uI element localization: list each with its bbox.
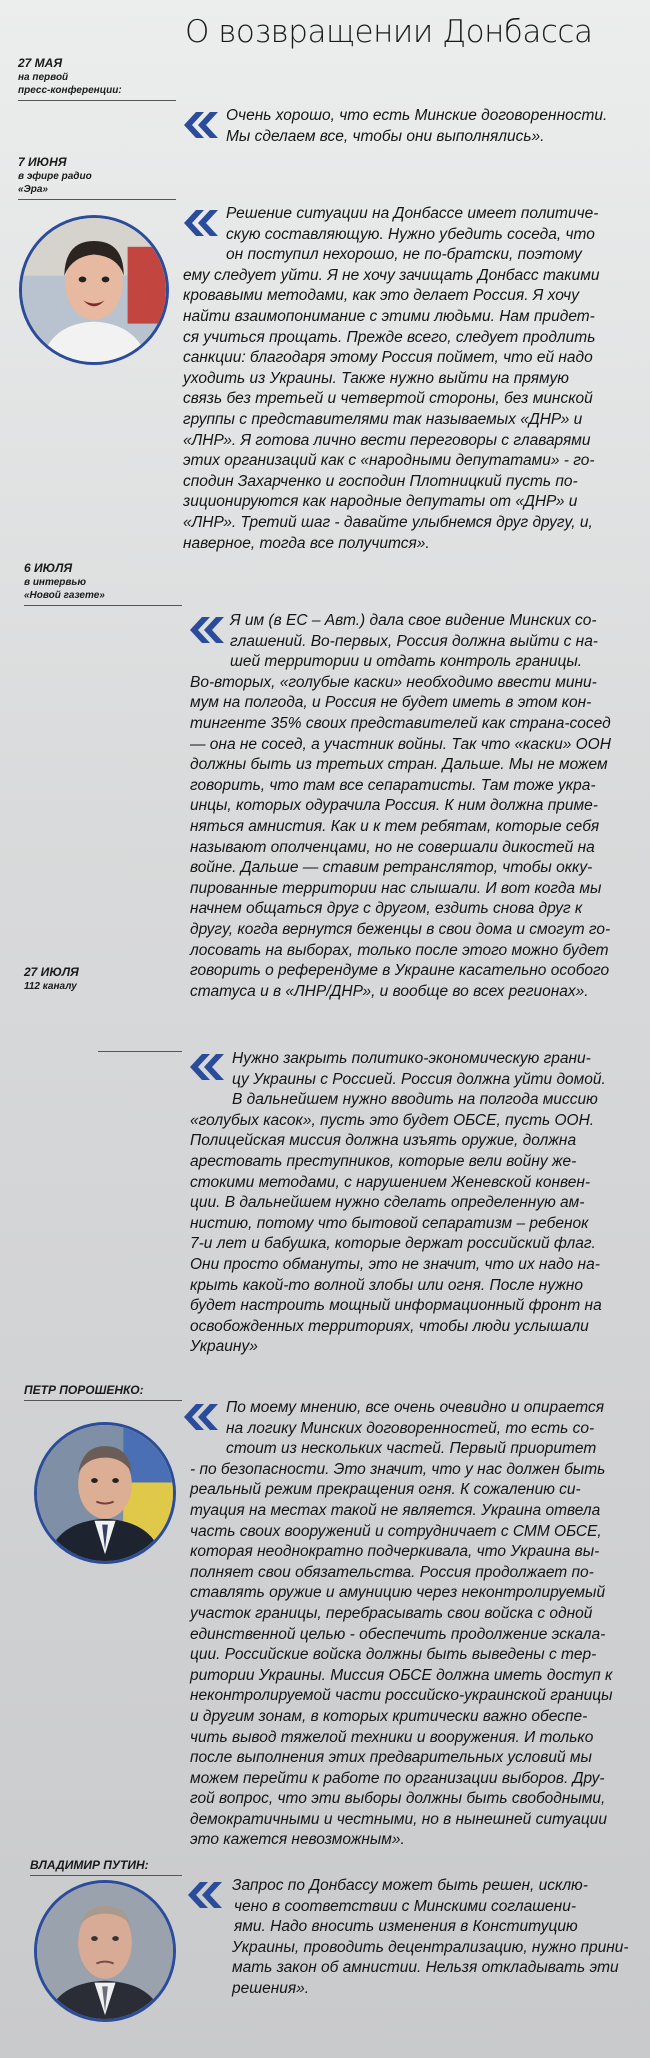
quote-line: санкции: благодаря этому Россия поймет, что ей надо <box>183 349 593 367</box>
entry-meta <box>18 155 176 200</box>
entry-date: 6 ИЮЛЯ <box>24 561 73 575</box>
quote-line: ему следует уйти. Я не хочу зачищать Донбасс такими <box>183 266 600 284</box>
quote-line: Полицейская миссия должна изъять оружие, должна <box>190 1132 577 1150</box>
quote-line: «голубых касок», пусть это будет ОБСЕ, пусть ООН. <box>190 1111 595 1129</box>
quote-text <box>226 106 607 147</box>
entry-meta <box>18 56 176 101</box>
quote-line: будет настроить мощный информационный фронт на <box>190 1297 602 1315</box>
quote-line: которая неоднократно подчеркивала, что Украина вы- <box>190 1543 600 1561</box>
quote-line: гой вопрос, что эти выборы должны быть свободными, <box>190 1790 606 1808</box>
quote-line: цу Украины с Россией. Россия должна уйти домой. <box>232 1070 606 1088</box>
quote-line: крыть какой-то волной злобы или огня. После нужно <box>190 1276 584 1294</box>
entry-source-line: 112 каналу <box>24 981 77 992</box>
quote-line: это кажется невозможным». <box>190 1831 405 1849</box>
quote-line: По моему мнению, все очень очевидно и опирается <box>226 1399 604 1416</box>
quote-line: — она не сосед, а участник войны. Так что «каски» ООН <box>190 735 611 753</box>
quote-line: на логику Минских договоренностей, то есть со- <box>226 1419 595 1437</box>
quote-line: Во-вторых, «голубые каски» необходимо ввести мини- <box>190 673 597 691</box>
quote-line: лосовать на выборах, только после этого можно будет <box>190 941 609 959</box>
quote-line: этих организаций как с «народными депутатами» - го- <box>183 452 595 470</box>
entry-source-line: «Новой газете» <box>24 590 105 601</box>
quote-line: Очень хорошо, что есть Минские договоренности. <box>226 107 608 124</box>
quote-line: тингенте 35% своих представителей как страна-сосед <box>190 714 611 732</box>
divider <box>98 1051 182 1052</box>
quote-line: должны быть из третьих стран. Дальше. Мы не можем <box>190 756 608 774</box>
quote-line: ции. В дальнейшем нужно сделать определенную ам- <box>190 1194 585 1212</box>
entry-source-line: пресс-конференции: <box>18 85 122 96</box>
quote-line: В дальнейшем нужно вводить на полгода миссию <box>232 1091 598 1109</box>
quote-line: ями. Надо вносить изменения в Конституцию <box>234 1918 578 1936</box>
quote-line: мать закон об амнистии. Нельзя откладывать эти <box>232 1959 619 1977</box>
quote-line: скую составляющую. Нужно убедить соседа, что <box>226 225 595 243</box>
quote-line: часть своих вооружений и сотрудничает с СММ ОБСЕ, <box>190 1522 602 1540</box>
quote-line: Решение ситуации на Донбассе имеет политиче- <box>226 205 599 222</box>
quote-line: няться амнистия. Как и к тем ребятам, которые себя <box>190 817 600 835</box>
avatar-savchenko <box>19 215 169 365</box>
quote-line: называют ополченцами, но не совершали дикостей на <box>190 838 595 856</box>
divider <box>18 100 176 101</box>
quote-line: мум на полгода, и Россия не будет иметь в этом кон- <box>190 694 592 712</box>
quote-line: арестовать преступников, которые вели войну же- <box>190 1152 577 1170</box>
quote-line: инцы, которых одурачила Россия. К ним должна приме- <box>190 797 598 815</box>
quote-icon <box>186 1880 224 1910</box>
quote-line: Украину» <box>190 1338 258 1356</box>
quote-line: «ЛНР». Я готова лично вести переговоры с главарями <box>183 431 591 449</box>
entry-source-line: на первой <box>18 72 69 83</box>
quote-text <box>190 611 611 1002</box>
avatar-putin <box>34 1880 176 2022</box>
quote-line: Украины, проводить децентрализацию, нужно прини- <box>232 1938 629 1956</box>
quote-line: реальный режим прекращения огня. К сожалению си- <box>190 1481 581 1499</box>
quote-line: единственной целью - обеспечить продолжение эскала- <box>190 1625 606 1643</box>
quote-line: говорить о референдуме в Украине касательно особого <box>190 962 610 980</box>
quote-text <box>232 1876 629 2000</box>
quote-line: ставлять оружие и амуницию через неконтролируемый <box>190 1584 606 1602</box>
quote-line: решения». <box>232 1979 310 1997</box>
quote-line: Нужно закрыть политико-экономическую грани- <box>232 1050 591 1067</box>
quote-line: глашений. Во-первых, Россия должна выйти с на- <box>230 632 598 650</box>
entry-meta <box>24 965 182 993</box>
quote-line: нистию, потому что бытовой сепаратизм – ребенок <box>190 1214 589 1232</box>
quote-line: - по безопасности. Это значит, что у нас должен быть <box>190 1460 606 1478</box>
entry-source-line: в интервью <box>24 577 87 588</box>
quote-line: статуса и в «ЛНР/ДНР», и вообще во всех регионах». <box>190 982 589 1000</box>
speaker-putin: ВЛАДИМИР ПУТИН: <box>30 1858 149 1872</box>
quote-line: Мы сделаем все, чтобы они выполнялись». <box>226 127 545 145</box>
quote-line: туация на местах такой не является. Украина отвела <box>190 1501 601 1519</box>
quote-line: зиционируются как народные депутаты от «ДНР» и <box>183 493 578 511</box>
quote-line: группы с представителями так называемых «ДНР» и <box>183 410 583 428</box>
divider <box>24 1400 182 1401</box>
quote-line: можем перейти к работе по организации выборов. Дру- <box>190 1769 605 1787</box>
quote-line: найти взаимопонимание с этими людьми. Нам придет- <box>183 307 595 325</box>
quote-line: чить вывод тяжелой техники и вооружения. И только <box>190 1728 594 1746</box>
avatar-poroshenko <box>34 1422 176 1564</box>
quote-line: и другим зонам, в которых критически важно обеспе- <box>190 1707 588 1725</box>
quote-line: 7-и лет и бабушка, которые держат российский флаг. <box>190 1235 596 1253</box>
quote-line: войне. Дальше — ставим ретранслятор, чтобы окку- <box>190 859 593 877</box>
quote-text <box>190 1398 613 1851</box>
divider <box>24 605 182 606</box>
quote-line: стокими методами, с нарушением Женевской конвен- <box>190 1173 591 1191</box>
quote-line: говорить, что там все сепаратисты. Там тоже укра- <box>190 776 596 794</box>
quote-line: стоит из нескольких частей. Первый приоритет <box>226 1440 597 1458</box>
quote-line: шей территории и отдать контроль границы. <box>230 653 583 671</box>
entry-date: 27 МАЯ <box>18 56 63 70</box>
quote-text <box>183 204 600 554</box>
quote-line: начнем общаться друг с другом, ездить снова друг к <box>190 900 583 918</box>
quote-line: ся учиться прощать. Прежде всего, следует продлить <box>183 328 596 346</box>
entry-date: 7 ИЮНЯ <box>18 155 67 169</box>
quote-line: Запрос по Донбассу может быть решен, исклю- <box>232 1877 588 1894</box>
entry-date: 27 ИЮЛЯ <box>24 965 79 979</box>
quote-line: чено в соответствии с Минскими соглашени- <box>234 1897 576 1915</box>
quote-line: Они просто обмануты, это не значит, что их надо на- <box>190 1255 600 1273</box>
quote-line: полняет свои обязательства. Россия продолжает по- <box>190 1563 594 1581</box>
page-title: О возвращении Донбасса <box>185 14 593 50</box>
quote-line: участок границы, перебрасывать свои войска с одной <box>190 1604 593 1622</box>
quote-line: пированные территории нас слышали. И вот когда мы <box>190 879 602 897</box>
quote-line: «ЛНР». Третий шаг - давайте улыбнемся друг другу, и, <box>183 513 593 531</box>
divider <box>30 1875 182 1876</box>
quote-line: демократичными и честными, но в нынешней ситуации <box>190 1810 608 1828</box>
quote-line: освобожденных территориях, чтобы люди услышали <box>190 1317 589 1335</box>
quote-line: кровавыми методами, как это делает Россия. Я хочу <box>183 287 579 305</box>
quote-line: уходить из Украины. Также нужно выйти на прямую <box>183 369 569 387</box>
divider <box>18 199 176 200</box>
speaker-poroshenko: ПЕТР ПОРОШЕНКО: <box>24 1383 144 1397</box>
quote-line: связь без третьей и четвертой стороны, без минской <box>183 390 593 408</box>
quote-line: ритории Украины. Миссия ОБСЕ должна иметь доступ к <box>190 1666 613 1684</box>
quote-text <box>190 1049 606 1358</box>
quote-line: Я им (в ЕС – Авт.) дала свое видение Минских со- <box>230 612 597 629</box>
entry-source-line: «Эра» <box>18 184 48 195</box>
quote-line: наверное, тогда все получится». <box>183 534 430 552</box>
entry-source-line: в эфире радио <box>18 171 92 182</box>
entry-meta <box>24 561 182 606</box>
quote-line: после выполнения этих предварительных условий мы <box>190 1749 592 1767</box>
quote-line: он поступил нехорошо, не по-братски, поэтому <box>226 246 582 264</box>
quote-line: ции. Российские войска должны быть выведены с тер- <box>190 1646 597 1664</box>
quote-line: сподин Захарченко и господин Плотницкий пусть по- <box>183 472 578 490</box>
quote-icon <box>182 110 220 140</box>
quote-line: другу, когда вернутся беженцы в свои дома и смогут го- <box>190 920 611 938</box>
quote-line: неконтролируемой части российско-украинской границы <box>190 1687 613 1705</box>
